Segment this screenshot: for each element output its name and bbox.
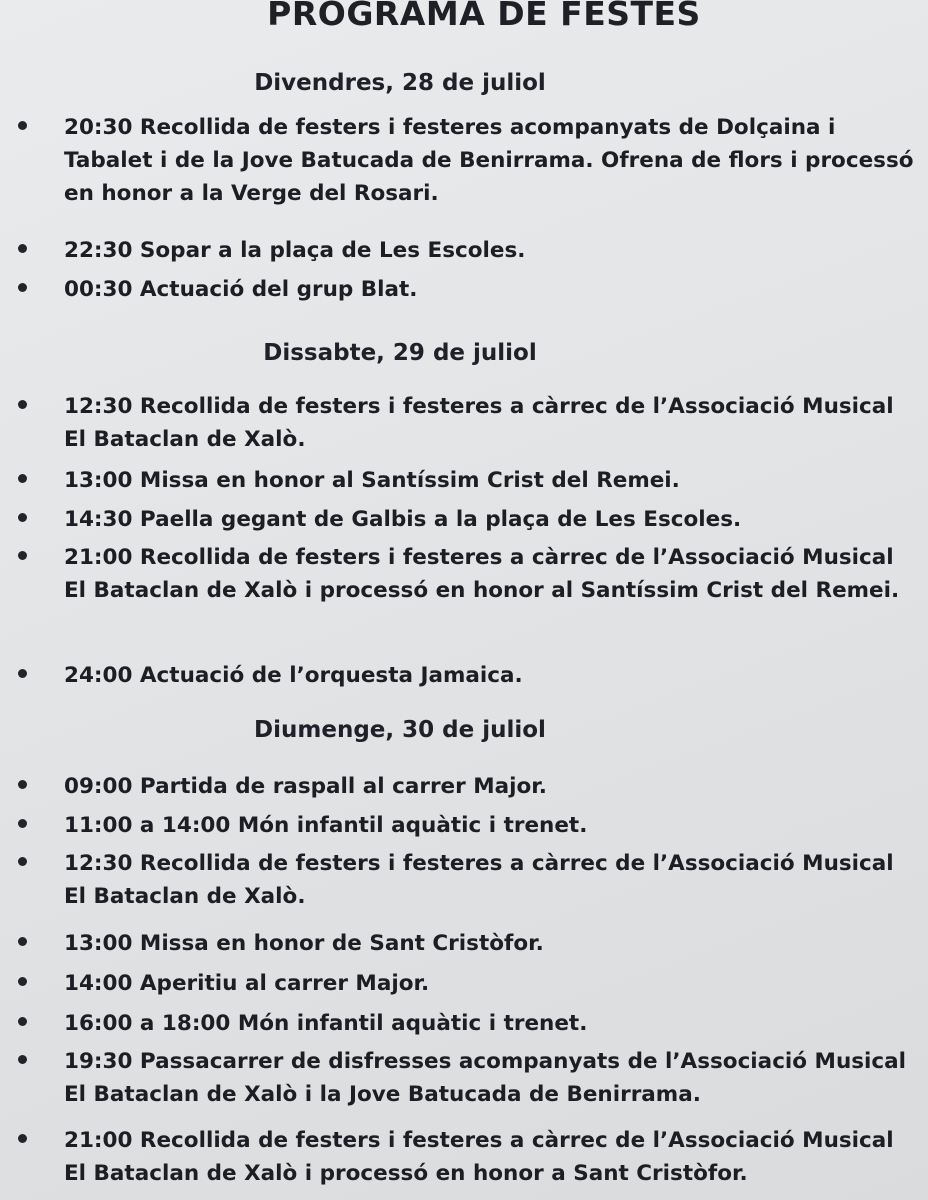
event-text: 19:30 Passacarrer de disfresses acompanyats de l’Associació Musical El Bataclan de Xalò i la Jove Batucada de Benirrama. (64, 1049, 907, 1107)
list-item (64, 847, 914, 913)
list-item (64, 464, 914, 497)
day-heading-sunday: Diumenge, 30 de juliol (254, 717, 546, 743)
bullet-icon (18, 977, 27, 986)
list-item (64, 390, 914, 456)
list-item (64, 927, 914, 960)
event-text: 14:00 Aperitiu al carrer Major. (64, 971, 430, 996)
event-text: 00:30 Actuació del grup Blat. (64, 277, 418, 302)
event-text: 16:00 a 18:00 Món infantil aquàtic i trenet. (64, 1011, 588, 1036)
bullet-icon (18, 283, 27, 292)
event-text: 09:00 Partida de raspall al carrer Major. (64, 774, 547, 799)
bullet-icon (18, 1134, 27, 1143)
event-text: 12:30 Recollida de festers i festeres a càrrec de l’Associació Musical El Bataclan de Xalò. (64, 394, 894, 452)
bullet-icon (18, 1055, 27, 1064)
list-item (64, 1124, 914, 1190)
program-title: PROGRAMA DE FESTES (267, 0, 701, 33)
list-item (64, 1045, 914, 1111)
bullet-icon (18, 244, 27, 253)
event-text: 21:00 Recollida de festers i festeres a càrrec de l’Associació Musical El Bataclan de Xalò i processó en honor al Santíssim Crist del Remei. (64, 545, 900, 603)
bullet-icon (18, 513, 27, 522)
bullet-icon (18, 1017, 27, 1026)
bullet-icon (18, 819, 27, 828)
list-item (64, 967, 914, 1000)
event-text: 11:00 a 14:00 Món infantil aquàtic i trenet. (64, 813, 588, 838)
event-text: 22:30 Sopar a la plaça de Les Escoles. (64, 238, 526, 263)
event-text: 12:30 Recollida de festers i festeres a càrrec de l’Associació Musical El Bataclan de Xalò. (64, 851, 894, 909)
event-text: 13:00 Missa en honor al Santíssim Crist del Remei. (64, 468, 680, 493)
day-heading-friday: Divendres, 28 de juliol (254, 70, 546, 96)
bullet-icon (18, 937, 27, 946)
list-item (64, 770, 914, 803)
event-text: 21:00 Recollida de festers i festeres a càrrec de l’Associació Musical El Bataclan de Xalò i processó en honor a Sant Cristòfor. (64, 1128, 894, 1186)
list-item (64, 1007, 914, 1040)
list-item (64, 809, 914, 842)
event-text: 24:00 Actuació de l’orquesta Jamaica. (64, 663, 523, 688)
day-heading-saturday: Dissabte, 29 de juliol (263, 340, 537, 366)
bullet-icon (18, 857, 27, 866)
list-item (64, 659, 914, 692)
list-item (64, 273, 914, 306)
bullet-icon (18, 400, 27, 409)
event-text: 20:30 Recollida de festers i festeres acompanyats de Dolçaina i Tabalet i de la Jove Batucada de Benirrama. Ofrena de flors i processó en honor a la Verge del Rosari. (64, 115, 914, 206)
bullet-icon (18, 121, 27, 130)
list-item (64, 111, 914, 210)
list-item (64, 541, 914, 607)
event-text: 14:30 Paella gegant de Galbis a la plaça de Les Escoles. (64, 507, 742, 532)
event-text: 13:00 Missa en honor de Sant Cristòfor. (64, 931, 544, 956)
bullet-icon (18, 780, 27, 789)
bullet-icon (18, 551, 27, 560)
bullet-icon (18, 474, 27, 483)
list-item (64, 234, 914, 267)
list-item (64, 503, 914, 536)
bullet-icon (18, 669, 27, 678)
